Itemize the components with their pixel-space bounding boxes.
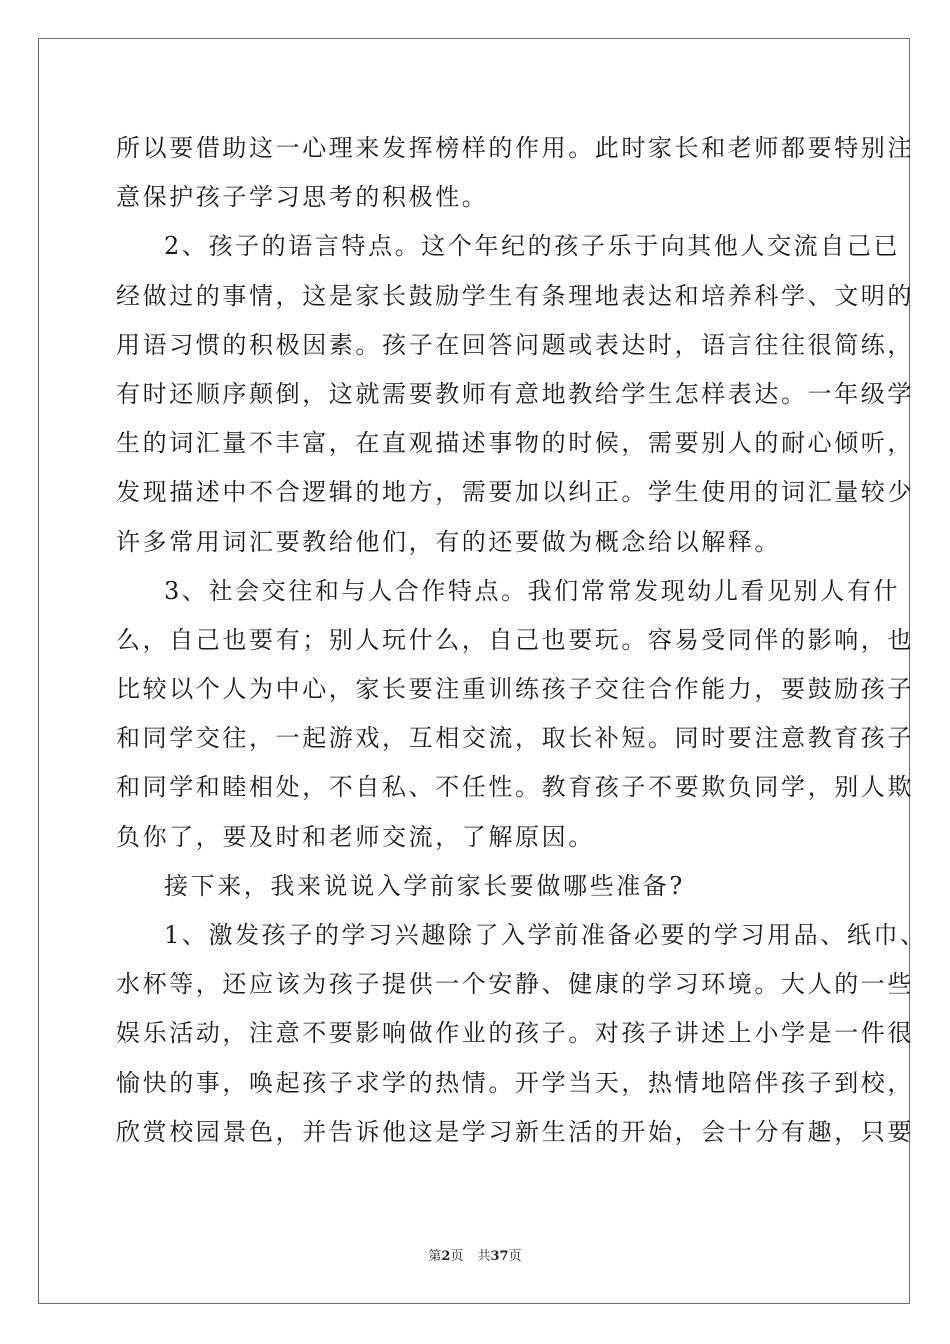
text-line: 经做过的事情，这是家长鼓励学生有条理地表达和培养科学、文明的	[116, 281, 914, 310]
text-line: 水杯等，还应该为孩子提供一个安静、健康的学习环境。大人的一些	[116, 970, 914, 999]
text-line: 和同学交往，一起游戏，互相交流，取长补短。同时要注意教育孩子	[116, 724, 914, 753]
text-line: 愉快的事，唤起孩子求学的热情。开学当天，热情地陪伴孩子到校，	[116, 1068, 914, 1097]
text-line: 欣赏校园景色，并告诉他这是学习新生活的开始，会十分有趣，只要	[116, 1117, 914, 1146]
footer-page-suffix: 页	[450, 1249, 464, 1264]
text-line: 负你了，要及时和老师交流，了解原因。	[116, 822, 595, 851]
document-body	[116, 124, 927, 1157]
text-line: 发现描述中不合逻辑的地方，需要加以纠正。学生使用的词汇量较少	[116, 478, 914, 507]
text-line: 3、社会交往和与人合作特点。我们常常发现幼儿看见别人有什	[164, 576, 901, 605]
text-line: 么，自己也要有；别人玩什么，自己也要玩。容易受同伴的影响，也	[116, 625, 914, 654]
text-line: 许多常用词汇要教给他们，有的还要做为概念给以解释。	[116, 527, 781, 556]
footer-page-prefix: 第	[428, 1249, 442, 1264]
text-line: 和同学和睦相处，不自私、不任性。教育孩子不要欺负同学，别人欺	[116, 773, 914, 802]
page-footer	[0, 1245, 950, 1264]
text-line: 1、激发孩子的学习兴趣除了入学前准备必要的学习用品、纸巾、	[164, 921, 927, 949]
footer-page-number: 2	[441, 1249, 451, 1264]
text-line: 用语习惯的积极因素。孩子在回答问题或表达时，语言往往很简练，	[116, 330, 914, 359]
text-line: 意保护孩子学习思考的积极性。	[116, 183, 489, 212]
text-line: 所以要借助这一心理来发挥榜样的作用。此时家长和老师都要特别注	[116, 134, 914, 162]
footer-total-pages: 37	[490, 1249, 509, 1264]
text-line: 生的词汇量不丰富，在直观描述事物的时候，需要别人的耐心倾听，	[116, 429, 914, 458]
text-line: 比较以个人为中心，家长要注重训练孩子交往合作能力，要鼓励孩子	[116, 675, 914, 704]
footer-total-prefix: 共	[477, 1249, 491, 1264]
text-line: 接下来，我来说说入学前家长要做哪些准备?	[164, 871, 685, 900]
text-line: 有时还顺序颠倒，这就需要教师有意地教给学生怎样表达。一年级学	[116, 379, 914, 408]
text-line: 2、孩子的语言特点。这个年纪的孩子乐于向其他人交流自己已	[164, 232, 901, 261]
text-line: 娱乐活动，注意不要影响做作业的孩子。对孩子讲述上小学是一件很	[116, 1019, 914, 1048]
footer-total-suffix: 页	[508, 1249, 522, 1264]
